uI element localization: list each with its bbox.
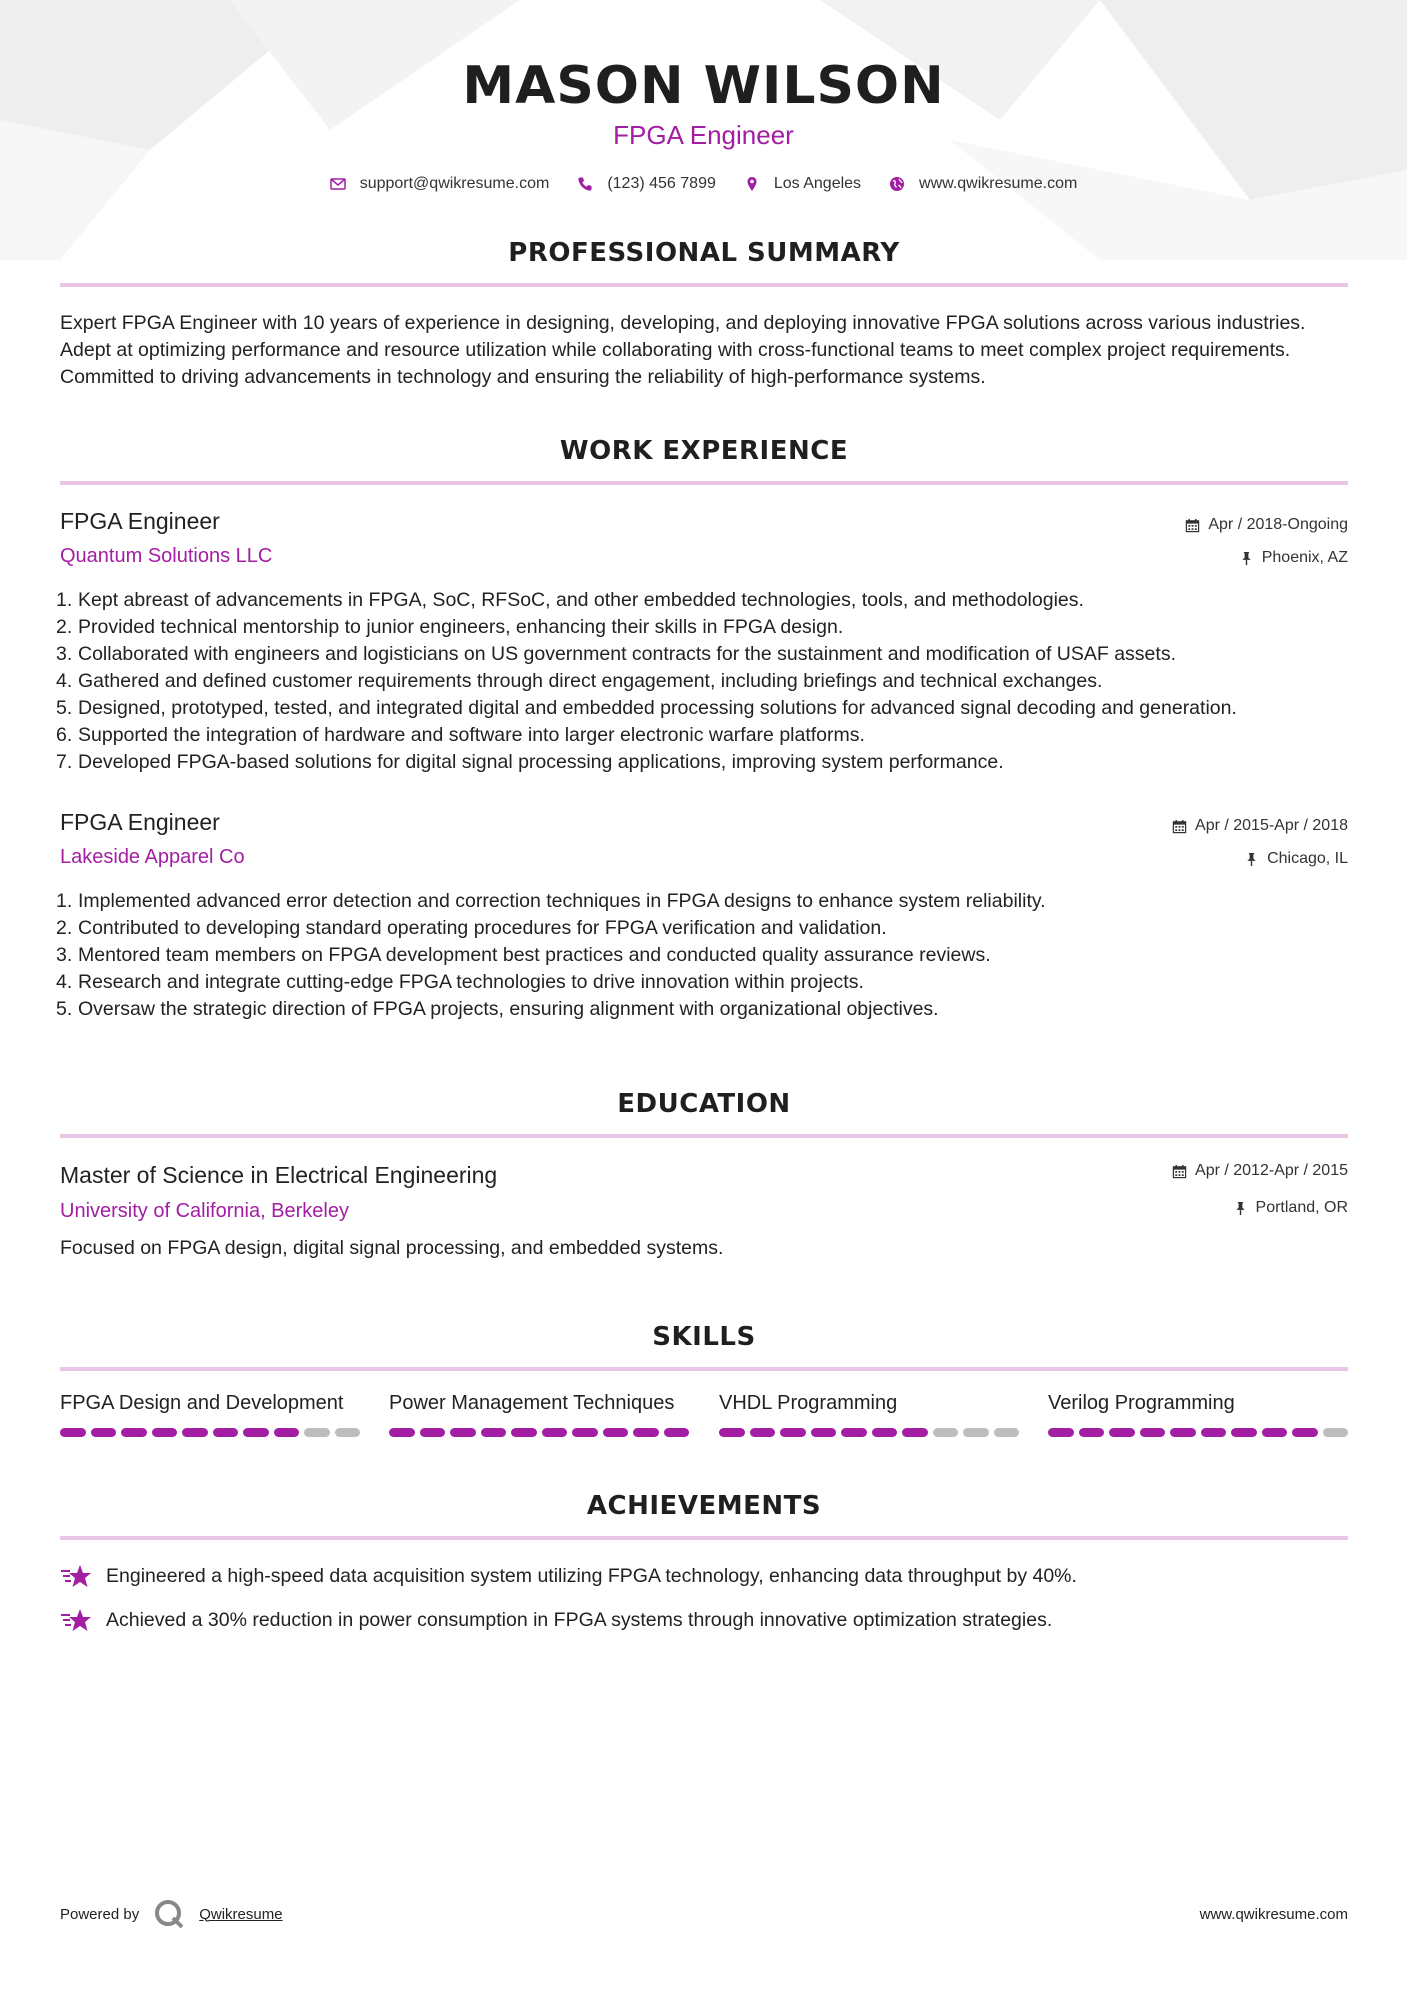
- skill-segment-filled: [633, 1428, 659, 1437]
- star-icon: [60, 1607, 92, 1633]
- skill-verilog: [1048, 1392, 1348, 1437]
- skill-segment-filled: [811, 1428, 837, 1437]
- job-2-company: Lakeside Apparel Co: [60, 846, 245, 868]
- achievement-text: Achieved a 30% reduction in power consumption in FPGA systems through innovative optimization strategies.: [106, 1608, 1053, 1631]
- envelope-icon: [330, 176, 346, 192]
- contact-website-text: www.qwikresume.com: [919, 175, 1078, 192]
- contact-row: [0, 175, 1407, 193]
- skill-segment-filled: [750, 1428, 776, 1437]
- list-item: 3. Collaborated with engineers and logisticians on US government contracts for the sustainment and modification of USAF assets.: [56, 643, 1176, 665]
- summary-heading: PROFESSIONAL SUMMARY: [508, 238, 900, 268]
- skills-heading: SKILLS: [652, 1322, 756, 1352]
- contact-email[interactable]: [330, 175, 550, 193]
- education-school: University of California, Berkeley: [60, 1200, 349, 1222]
- skills-divider: [60, 1367, 1348, 1371]
- contact-location-text: Los Angeles: [773, 175, 862, 192]
- skill-segment-filled: [1231, 1428, 1257, 1437]
- skill-segment-filled: [60, 1428, 86, 1437]
- skill-segment-filled: [420, 1428, 446, 1437]
- qwikresume-logo-icon: [153, 1898, 185, 1930]
- job-2-dates-text: Apr / 2015-Apr / 2018: [1195, 817, 1348, 834]
- skill-segment-filled: [450, 1428, 476, 1437]
- job-1-dates-text: Apr / 2018-Ongoing: [1208, 516, 1348, 533]
- list-item: 3. Mentored team members on FPGA development best practices and conducted quality assurance reviews.: [56, 944, 991, 966]
- education-dates-text: Apr / 2012-Apr / 2015: [1195, 1162, 1348, 1179]
- list-item: 1. Implemented advanced error detection and correction techniques in FPGA designs to enhance system reliability.: [56, 890, 1046, 912]
- skill-segment-filled: [1170, 1428, 1196, 1437]
- list-item: 5. Designed, prototyped, tested, and integrated digital and embedded processing solutions for advanced signal decoding and generation.: [56, 697, 1237, 719]
- list-item: 2. Provided technical mentorship to junior engineers, enhancing their skills in FPGA design.: [56, 616, 844, 638]
- skill-segment-filled: [872, 1428, 898, 1437]
- powered-by-label: Powered by: [60, 1905, 140, 1923]
- pushpin-icon: [1233, 1201, 1248, 1216]
- skill-segment-filled: [1262, 1428, 1288, 1437]
- skill-fpga-design: [60, 1392, 360, 1437]
- skill-vhdl: [719, 1392, 1019, 1437]
- skill-segment-filled: [719, 1428, 745, 1437]
- map-marker-icon: [744, 176, 760, 192]
- contact-website[interactable]: [889, 175, 1077, 193]
- summary-text: Expert FPGA Engineer with 10 years of experience in designing, developing, and deploying innovative FPGA solutions across various industries. Adept at optimizing performance and resource utilization while collaborating with cross-functional teams to meet complex project requirements. Committed to driving advancements in technology and ensuring the reliability of high-performance systems.: [60, 312, 1306, 388]
- pushpin-icon: [1244, 852, 1259, 867]
- summary-divider: [60, 283, 1348, 287]
- globe-icon: [889, 176, 905, 192]
- skill-segment-filled: [572, 1428, 598, 1437]
- skill-segment-filled: [664, 1428, 690, 1437]
- education-location-text: Portland, OR: [1255, 1199, 1348, 1216]
- job-1-dates: [1185, 516, 1348, 534]
- skill-segment-filled: [481, 1428, 507, 1437]
- skill-power-management: [389, 1392, 689, 1437]
- skill-segment-filled: [1079, 1428, 1105, 1437]
- list-item: 5. Oversaw the strategic direction of FPGA projects, ensuring alignment with organizational objectives.: [56, 998, 939, 1020]
- skill-segment-filled: [603, 1428, 629, 1437]
- job-2-location: [1244, 850, 1348, 868]
- footer-powered-by: [60, 1898, 283, 1930]
- education-dates: [1172, 1162, 1348, 1180]
- skill-level-bar: [389, 1428, 689, 1437]
- skill-segment-filled: [389, 1428, 415, 1437]
- skill-segment-filled: [511, 1428, 537, 1437]
- skill-segment-filled: [1140, 1428, 1166, 1437]
- skill-label: FPGA Design and Development: [60, 1392, 344, 1414]
- calendar-icon: [1185, 518, 1200, 533]
- skill-level-bar: [719, 1428, 1019, 1437]
- skill-segment-filled: [1048, 1428, 1074, 1437]
- education-degree: Master of Science in Electrical Engineering: [60, 1162, 498, 1188]
- pushpin-icon: [1239, 551, 1254, 566]
- skill-level-bar: [60, 1428, 360, 1437]
- skill-segment-filled: [841, 1428, 867, 1437]
- skill-segment-empty: [933, 1428, 959, 1437]
- candidate-role: FPGA Engineer: [613, 120, 794, 150]
- skill-segment-filled: [1292, 1428, 1318, 1437]
- skill-segment-empty: [335, 1428, 361, 1437]
- list-item: 6. Supported the integration of hardware and software into larger electronic warfare platforms.: [56, 724, 865, 746]
- skill-segment-filled: [274, 1428, 300, 1437]
- achievement-item: [60, 1563, 1350, 1589]
- job-2-dates: [1172, 817, 1348, 835]
- calendar-icon: [1172, 1164, 1187, 1179]
- candidate-name: MASON WILSON: [462, 56, 945, 116]
- contact-phone-text: (123) 456 7899: [607, 175, 716, 192]
- skill-segment-filled: [182, 1428, 208, 1437]
- experience-divider: [60, 481, 1348, 485]
- job-1-bullets: [56, 587, 1356, 776]
- contact-phone[interactable]: [577, 175, 716, 193]
- skill-segment-filled: [91, 1428, 117, 1437]
- skill-segment-filled: [1109, 1428, 1135, 1437]
- skill-label: Power Management Techniques: [389, 1392, 675, 1414]
- contact-email-text: support@qwikresume.com: [359, 175, 550, 192]
- job-1-company: Quantum Solutions LLC: [60, 545, 273, 567]
- footer-website[interactable]: www.qwikresume.com: [1199, 1906, 1348, 1923]
- skill-segment-empty: [304, 1428, 330, 1437]
- calendar-icon: [1172, 819, 1187, 834]
- skill-segment-filled: [902, 1428, 928, 1437]
- education-divider: [60, 1134, 1348, 1138]
- skill-segment-empty: [963, 1428, 989, 1437]
- achievements-heading: ACHIEVEMENTS: [586, 1491, 822, 1521]
- job-1-location-text: Phoenix, AZ: [1261, 549, 1348, 566]
- skill-label: Verilog Programming: [1048, 1392, 1235, 1414]
- contact-location: [744, 175, 861, 193]
- list-item: 4. Research and integrate cutting-edge FPGA technologies to drive innovation within projects.: [56, 971, 864, 993]
- job-2-location-text: Chicago, IL: [1267, 850, 1348, 867]
- skill-label: VHDL Programming: [719, 1392, 898, 1414]
- list-item: 4. Gathered and defined customer requirements through direct engagement, including briefings and technical exchanges.: [56, 670, 1103, 692]
- achievement-item: [60, 1607, 1350, 1633]
- education-heading: EDUCATION: [617, 1089, 791, 1119]
- list-item: 2. Contributed to developing standard operating procedures for FPGA verification and validation.: [56, 917, 887, 939]
- skill-segment-empty: [994, 1428, 1020, 1437]
- phone-icon: [577, 176, 593, 192]
- list-item: 7. Developed FPGA-based solutions for digital signal processing applications, improving system performance.: [56, 751, 1004, 773]
- achievements-divider: [60, 1536, 1348, 1540]
- skill-segment-filled: [542, 1428, 568, 1437]
- skill-segment-filled: [780, 1428, 806, 1437]
- skill-level-bar: [1048, 1428, 1348, 1437]
- skill-segment-filled: [152, 1428, 178, 1437]
- job-1-title: FPGA Engineer: [60, 508, 220, 534]
- education-description: Focused on FPGA design, digital signal processing, and embedded systems.: [60, 1237, 724, 1259]
- education-location: [1233, 1199, 1348, 1217]
- star-icon: [60, 1563, 92, 1589]
- job-2-bullets: [56, 888, 1356, 1023]
- skill-segment-filled: [1201, 1428, 1227, 1437]
- job-1-location: [1239, 549, 1348, 567]
- list-item: 1. Kept abreast of advancements in FPGA, SoC, RFSoC, and other embedded technologies, tools, and methodologies.: [56, 589, 1084, 611]
- experience-heading: WORK EXPERIENCE: [559, 436, 849, 466]
- skill-segment-filled: [243, 1428, 269, 1437]
- qwikresume-link[interactable]: Qwikresume: [199, 1905, 283, 1923]
- skill-segment-empty: [1323, 1428, 1349, 1437]
- job-2-title: FPGA Engineer: [60, 809, 220, 835]
- skill-segment-filled: [121, 1428, 147, 1437]
- skill-segment-filled: [213, 1428, 239, 1437]
- achievement-text: Engineered a high-speed data acquisition system utilizing FPGA technology, enhancing data throughput by 40%.: [106, 1564, 1077, 1587]
